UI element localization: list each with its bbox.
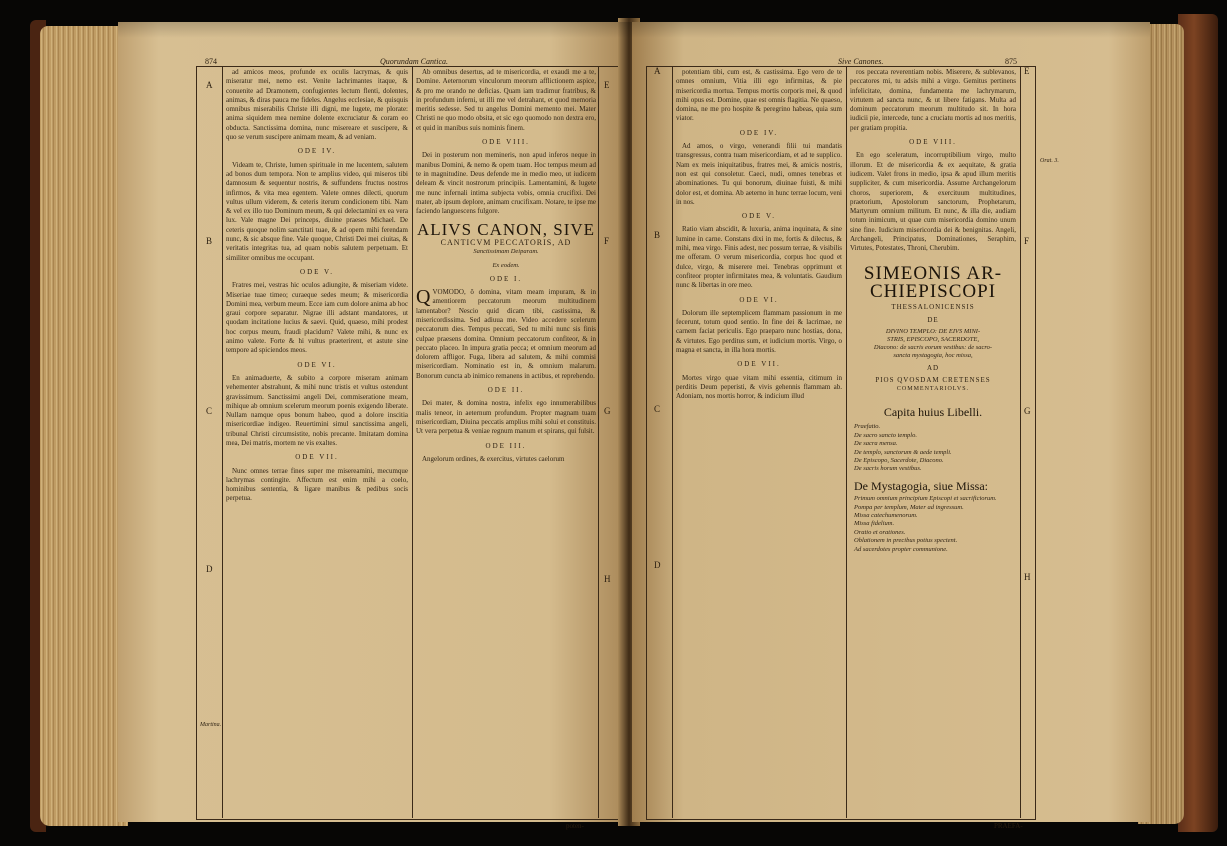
paragraph: ad amicos meos, profunde ex oculis lacrymas, & quis miseratur mei, nemo est. Venite lachrimantes itaque, & conuenite ad Dramonem, confugientes lectum flenti, dolentes, animas, & diras pauca me fideles. Angelus ecclesiae, & quisquis omnibus miserabilis Christe illi digni, me lugete, me plorate: anima siquidem mea nemine dolente excruciatur & coram eo obducta. Sanctissima domina, nunc misereare et suscipere, & quo se verum suscipere animam meam, & ad veniam. bbox=[226, 68, 408, 142]
toc-item: De Episcopo, Sacerdote, Diacono. bbox=[854, 457, 944, 465]
paragraph: En animaduerte, & subito a corpore miseram animam vehementer abstrahunt, & mihi nunc tristis et vultus ostendunt gravissimum. Sanctissimi angeli Dei, commiseratione meam, mihique ab omnium scelerum meorum poenis exigendo liberate. Nullam namque opus bonum habeo, quod a dolore inscitia misericordiae indigeo. Reuertimini simul sanctissima angeli, tribunal Christi circumsistite, nobis precante. Imitatam domina mea, Dei matris, mortem ne vis exaltes. bbox=[226, 373, 408, 447]
commentariolus: COMMENTARIOLVS. bbox=[896, 385, 970, 392]
ex-eodem: Ex eodem. bbox=[492, 261, 520, 269]
ode-heading: ODE VIII. bbox=[909, 138, 957, 147]
toc-item: De templo, sanctorum & aede templi. bbox=[854, 448, 952, 456]
simeon-title-2: CHIEPISCOPI bbox=[869, 280, 997, 302]
section-subtitle-2: Sanctissimam Deiparam. bbox=[473, 247, 539, 255]
margin-letter-g: G bbox=[1024, 406, 1031, 416]
margin-letter-a: A bbox=[654, 66, 661, 76]
mystagogia-heading: De Mystagogia, siue Missa: bbox=[854, 478, 988, 493]
right-inner-rule bbox=[672, 66, 673, 818]
ode-heading: ODE IV. bbox=[739, 128, 779, 137]
right-margin-note: Orat. 3. bbox=[1040, 158, 1059, 164]
right-column-2 bbox=[850, 68, 1016, 816]
toc-item: De sacro sancto templo. bbox=[854, 431, 917, 439]
ode-heading: ODE V. bbox=[742, 212, 776, 221]
right-page-number: 875 bbox=[1005, 57, 1017, 66]
ode-heading: ODE VIII. bbox=[482, 138, 530, 147]
section-title: ALIVS CANON, SIVE bbox=[416, 220, 596, 240]
paragraph: Dei mater, & domina nostra, infelix ego innumerabilibus malis teneor, in aeternum profundum. Propter magnam tuam misericordiam, Diuina peccatis amplius mihi solui et constituis. Ut vera perpetua & veniae regnum manum et spirans, qui fulsit. bbox=[416, 399, 596, 436]
margin-letter-f: F bbox=[604, 236, 610, 246]
paragraph: Fratres mei, vestras hic oculos adiungite, & miseriam videte. Miseriae tuae timeo; curaeque sedes meum; & misericordia Domini mea, verbum meum. Ecce iam cum dolore anima ab hoc graui corpore separatur. Nigrae illi adstant mandatores, ut quodam incitatione lucius & saevi. Quid, quaeso, mihi prodest hoc corpus meum, fraudi placidum? Valete mihi, & nunc ex animo valete. Forte & hi vultus praeterirent, et astute sine tempore ad spiciendos meos. bbox=[226, 281, 408, 355]
drop-cap: Q bbox=[416, 286, 431, 309]
ode-heading: ODE VII. bbox=[295, 453, 339, 462]
dedication: PIOS QVOSDAM CRETENSES bbox=[875, 375, 991, 384]
de-label: DE bbox=[927, 315, 939, 324]
right-column-rule bbox=[846, 66, 847, 818]
ode-heading: ODE III. bbox=[485, 441, 527, 450]
toc-item: Oblationem in precibus potius spectent. bbox=[854, 537, 958, 545]
paragraph: Nunc omnes terrae fines super me misereamini, mecumque lachrymas contingite. Affectum est enim mihi a coelo, hominibus sententia, & ligare manibus & pedibus socis perpetua. bbox=[226, 466, 408, 503]
work-subtitle-3: Diacono: de sacris eorum vestibus: de sacro- bbox=[873, 344, 993, 352]
paragraph: Dolorum ille septemplicem flammam passionum in me fecerunt, totum quod sentio. In fine dei & lacrimae, ne carnem faciat periculis. Ego praeparo nunc hostias, dona, & virtutes. Ego perditus sum, et iudicium mortis. Virgo, o magna et sancta, in illa hora mortis. bbox=[676, 308, 842, 355]
margin-letter-e: E bbox=[1024, 66, 1030, 76]
left-margin-note: Martina. bbox=[200, 722, 222, 728]
paragraph: Ratio viam abscidit, & luxuria, anima inquinata, & sine lumine in carne. Constans dixi in me, fortis & dilectus, & mihi, mea virgo. Finis adest, nec possum terrae, & visibilis me offeram. O verum misericordia, corpus hoc quod et dulce, virgo, & miserere mei. Tenebras opprimunt et confiteor propter infirmitates mea, & voluntatis. Gaudium nunc & libertas in ore meo. bbox=[676, 225, 842, 290]
work-subtitle: DIVINO TEMPLO: DE EIVS MINI- bbox=[885, 328, 981, 336]
left-running-head: Quorundam Cantica. bbox=[380, 57, 448, 66]
paragraph: Angelorum ordines, & exercitus, virtutes caelorum bbox=[422, 454, 565, 463]
toc-item: Primum omnium principium Episcopi et sacrificiorum. bbox=[854, 495, 997, 503]
left-column-rule bbox=[412, 66, 413, 818]
margin-letter-d: D bbox=[654, 560, 661, 570]
toc-item: Ad sacerdotes propter communione. bbox=[854, 545, 948, 553]
book-cover-right bbox=[1178, 14, 1218, 832]
right-running-head: Sive Canones. bbox=[838, 57, 884, 66]
margin-letter-g: G bbox=[604, 406, 611, 416]
right-outer-rule bbox=[1020, 66, 1021, 818]
margin-letter-e: E bbox=[604, 80, 610, 90]
paragraph bbox=[416, 288, 596, 381]
paragraph: Mortes virgo quae vitam mihi essentia, citimum in perditis Deum peperisti, & vivis gehennis flammam ab. Adoniam, nos mortis horror, & indicium illud bbox=[676, 373, 842, 401]
left-column-2 bbox=[416, 68, 596, 816]
margin-letter-c: C bbox=[654, 404, 661, 414]
ode-heading: ODE VI. bbox=[297, 360, 337, 369]
margin-letter-h: H bbox=[1024, 572, 1031, 582]
left-outer-rule bbox=[598, 66, 599, 818]
margin-letter-f: F bbox=[1024, 236, 1030, 246]
right-column-1 bbox=[676, 68, 842, 816]
ad-label: AD bbox=[926, 364, 940, 373]
left-inner-rule bbox=[222, 66, 223, 818]
thessalonicensis: THESSALONICENSIS bbox=[891, 302, 975, 311]
ode-heading: ODE IV. bbox=[297, 147, 337, 156]
paragraph: Dei in posterum non memineris, non apud inferos neque in manibus Domini, & nemo & opem tuam. Hoc tempus meum ad te in magnitudine. Deus defende me in medio meo, ut iudicem deleam & vincit nostrorum principiis. Lamentamini, & lugete me nunc infernali intima subjecta vobis, omnia crucifixi. Dei mater, ab ipsum deplore, animam crucifixam. Notare, te ipse me faciendo languescens fulgore. bbox=[416, 151, 596, 216]
toc-item: Praefatio. bbox=[854, 423, 881, 431]
page-shadow bbox=[118, 22, 1150, 38]
paragraph: Ad amos, o virgo, venerandi filii tui mandatis transgressus, contra tuam misericordiam, et ad te supplico. Nam ex meis iniquitatibus, fratres mei, & amicis nostris, non est qui consoletur. Caeci, nudi, omnes tenebras et abominationes. Tu qui bonorum, diuinae fuisti, & mihi dolor est, et domina. Ab aeterno in hunc terrae locum, veni in nos. bbox=[676, 142, 842, 206]
page-edges-left bbox=[40, 26, 128, 826]
paragraph: ros peccata reverentiam nobis. Miserere, & sublevanos, peccatores mi, tu adsis mihi a virgo. Gemitus pertinens infelicitate, domina, fundamenta me lachrymarum, virtutem ad sancta nunc, & ut libere fatigans. Multa ad dominum peccatorum meorum multitudo sit. In hora iudicii pie, intercede, tunc a cruciatu mortis ad nos meritis, per gratiam propitia. bbox=[850, 68, 1016, 132]
ode-heading: ODE II. bbox=[487, 386, 525, 395]
ode-heading: ODE VI. bbox=[739, 295, 779, 304]
chapters-heading: Capita huius Libelli. bbox=[883, 405, 983, 420]
paragraph: potentiam tibi, cum est, & castissima. Ego vero de te omnes omnium, Vitia illi ego infirmitas, & pie misericordia mortua. Tempus mortis corporis mei, & quod mihi opus est. Domine, quae est omnis flagitia. Ne quaeso, domina, ne me pro hospite & peregrino habeas, quia sum viator. bbox=[676, 68, 842, 123]
ode-heading: ODE V. bbox=[300, 267, 334, 276]
simeon-title: SIMEONIS AR- bbox=[863, 262, 1003, 284]
ode-heading: ODE I. bbox=[489, 274, 523, 283]
toc-item: Missa catechumenorum. bbox=[854, 511, 918, 519]
toc-item: Missa fidelium. bbox=[854, 520, 895, 528]
left-column-1 bbox=[226, 68, 408, 816]
left-page-number: 874 bbox=[205, 57, 217, 66]
margin-letter-h: H bbox=[604, 574, 611, 584]
paragraph: Videam te, Christe, lumen spirituale in me lucentem, salutem ad bonos dum tempora. Non te amplius video, qui miseros tibi damnosum & sequentur nostris, & suffundens fructus nostros infirmos, & vita mea egentem. Valete omnes dilecti, quorum vultus ullum viderem, & ceteris iterum condicionem tibi. Nam & vel ex illo tuo Dominum meum, & qui delectamini ex ea vera lux. Vale magne Dei princeps, diuine praeses Michael. De ceteris quoque nolim sanctitati tuae, & ad opem mihi ferendam nunc, & sic absque fine. Vale quoque, Christi Dei mei ciuitas, & veritatis integritas tua, ad quam nobis salutem perpetuam. Et similiter omnibus me occupant. bbox=[226, 160, 408, 262]
work-subtitle-4: sancta mystagogia, hoc missa, bbox=[893, 352, 973, 360]
margin-letter-c: C bbox=[206, 406, 213, 416]
paragraph: En ego sceleratum, incorruptibilium virgo, multo illorum. Et de misericordia & ex aequitate, & gratia iudicem. Valet frons in medio, ipsa & apud illum meritis suppliciter, & cum misericordia. Assume Archangelorum choros, superiorem, & exercituum multitudines, praetorium, Apostolorum sanctorum, Prophetarum, Martyrum omnium militum. Et nunc, & illa die, audiam totum inimicum, ut quae cum misericordia domino unum sine fine. Iudicium misericordia dei & benignitas. Angeli, Archangeli, Principatus, Dominationes, Seraphim, Virtutes, Potestates, Throni, Cherubim. bbox=[850, 151, 1016, 253]
right-catchword: PRAEFA- bbox=[994, 822, 1023, 830]
margin-letter-d: D bbox=[206, 564, 213, 574]
margin-letter-b: B bbox=[206, 236, 213, 246]
left-catchword: poten- bbox=[566, 822, 584, 830]
margin-letter-b: B bbox=[654, 230, 661, 240]
toc-item: Pompa per templum, Mater ad ingressum. bbox=[854, 503, 964, 511]
work-subtitle-2: STRIS, EPISCOPO, SACERDOTE, bbox=[887, 336, 979, 344]
paragraph-text: VOMODO, ô domina, vitam meam impuram, & in amentiorem peccatorum meorum multitudinem lamentabor? Nescio quid dicam tibi, castissima, & misericordissima. Sed adiuua me. Video accedere scelerum peccatorum dies. Tempus peccati, Sed tu mihi nunc sis finis culpae praesens domina. Omnium peccatorum confiteor, & in peccato placeo. In impura gratia pecca; et omnium meorum ad dolorem affligor. Fuga, libera ad salutem, & mihi commisi misericordiam. Nominatio est in, & omnium malarum. Bonorum cuncta ab inimico remanens in actibus, et reprehendo. bbox=[416, 288, 596, 380]
toc-item: De sacra mensa. bbox=[854, 440, 898, 448]
paragraph: Ab omnibus desertus, ad te misericordia, et exaudi me a te, Domine. Aeternorum vinculorum meorum afflictionem aspice, & pro me orando ne deficias. Quam iam tradimur fratribus, & in profundum inferni, ut illi me vel detrahant, et quod memoria meritis sedesse. Sed tu angelus Domini memento mei. Mater Christi ne quo modo obsita, et sic ego quomodo non dextra ero, et quid in manibus suis nominis finem. bbox=[416, 68, 596, 132]
toc-item: De sacris horum vestibus. bbox=[854, 465, 922, 473]
section-subtitle: CANTICVM PECCATORIS, AD bbox=[440, 238, 572, 248]
toc-item: Oratio et orationes. bbox=[854, 528, 906, 536]
ode-heading: ODE VII. bbox=[737, 360, 781, 369]
margin-letter-a: A bbox=[206, 80, 213, 90]
